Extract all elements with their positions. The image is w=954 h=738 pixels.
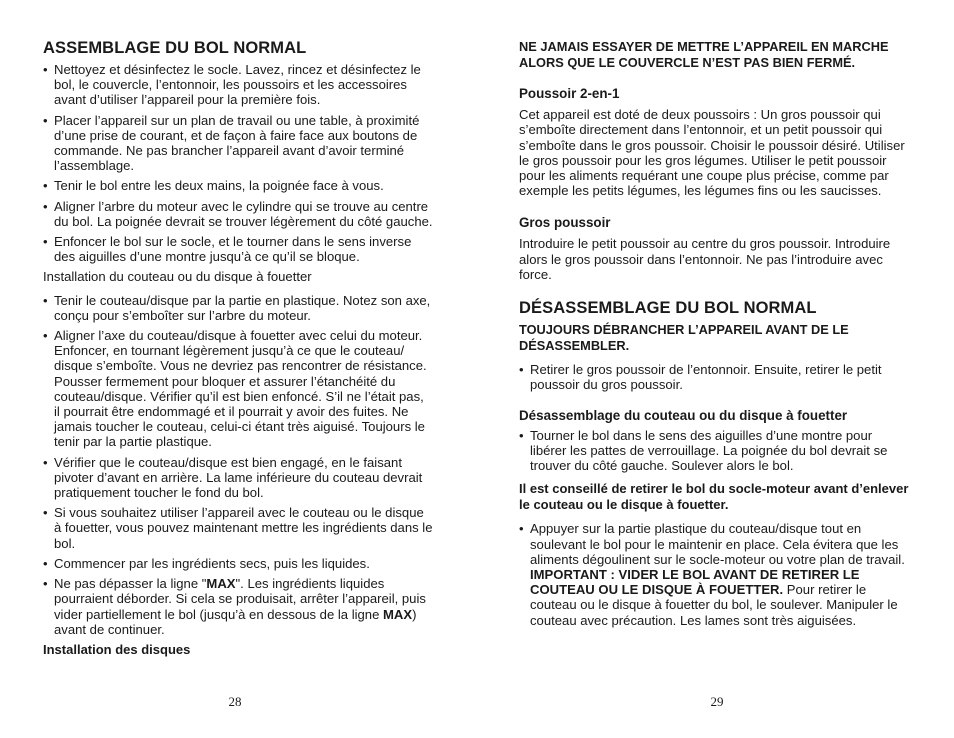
- pusher-title: Poussoir 2-en-1: [519, 86, 620, 102]
- assembly-bullets: [43, 62, 433, 264]
- list-item: • Retirer le gros poussoir de l’entonnoir. Ensuite, retirer le petit poussoir du gros poussoir.: [519, 362, 911, 392]
- blade-removal-bullets: [519, 428, 911, 474]
- left-page: [43, 0, 433, 738]
- final-bullet: [519, 521, 911, 627]
- lid-warning: NE JAMAIS ESSAYER DE METTRE L’APPAREIL EN MARCHE ALORS QUE LE COUVERCLE N’EST PAS BIEN FERMÉ.: [519, 39, 889, 70]
- blade-install-bullets: [43, 293, 433, 637]
- right-page-content: [519, 39, 911, 633]
- max-line-bullet: [43, 576, 433, 637]
- max-mid: ". Les ingrédients liquides pourraient déborder. Si cela se produisait, arrêter l’appareil, puis vider partiellement le bol (jusqu’à en dessous de la ligne: [54, 576, 426, 622]
- disassembly-title: DÉSASSEMBLAGE DU BOL NORMAL: [519, 299, 817, 318]
- list-item: • Aligner l’arbre du moteur avec le cylindre qui se trouve au centre du bol. La poignée devrait se trouver légèrement du côté gauche.: [43, 199, 433, 229]
- blade-removal-title: Désassemblage du couteau ou du disque à fouetter: [519, 407, 848, 423]
- list-item: • Tenir le couteau/disque par la partie en plastique. Notez son axe, conçu pour s’emboîter sur l’arbre du moteur.: [43, 293, 433, 323]
- final-pre: Appuyer sur la partie plastique du couteau/disque tout en soulevant le bol pour le maintenir en place. Cela évitera que les aliments dégoulinent sur le socle-moteur ou votre plan de travail.: [530, 521, 905, 567]
- right-page: [519, 0, 911, 738]
- max-post: ) avant de continuer.: [54, 606, 417, 637]
- big-pusher-text: Introduire le petit poussoir au centre du gros poussoir. Introduire alors le gros poussoir dans l’entonnoir. Ne pas l’introduire avec force.: [519, 236, 891, 282]
- list-item: • Tourner le bol dans le sens des aiguilles d’une montre pour libérer les pattes de verrouillage. La poignée du bol devrait se trouver du côté gauche. Soulever alors le bol.: [519, 428, 911, 474]
- list-item: • Aligner l’axe du couteau/disque à fouetter avec celui du moteur. Enfoncer, en tournant légèrement jusqu’à ce que le couteau/ disque s’emboîte. Vous ne devriez pas rencontrer de résistance. Pousser fermement pour bloquer et assurer l’étanchéité du couteau/disque. Vérifier qu’il est bien enfoncé. S’il ne l’était pas, il pourrait être endommagé et il pourrait y avoir des fuites. Ne jamais toucher le couteau, celui-ci étant très aiguisé. Toujours le tenir par la partie plastique.: [43, 328, 433, 450]
- page-number: 28: [228, 694, 242, 709]
- pusher-text: Cet appareil est doté de deux poussoirs : Un gros poussoir qui s’emboîte directement dans l’entonnoir, et un petit poussoir qui s’emboîte dans le gros poussoir. Choisir le poussoir désiré. Utiliser le gros poussoir pour les gros légumes. Utiliser le petit poussoir pour les aliments requérant une coupe plus précise, comme par exemple les petits légumes, les légumes fins ou les saucisses.: [519, 107, 905, 199]
- max-pre: Ne pas dépasser la ligne ": [54, 576, 207, 592]
- final-bullets: [519, 521, 911, 627]
- unplug-warning: TOUJOURS DÉBRANCHER L’APPAREIL AVANT DE LE DÉSASSEMBLER.: [519, 322, 849, 353]
- max-bold-2: MAX: [383, 606, 413, 622]
- list-item: • Commencer par les ingrédients secs, puis les liquides.: [43, 556, 433, 571]
- disc-install-subheading: Installation des disques: [43, 641, 191, 657]
- page-number: 29: [710, 694, 724, 709]
- list-item: • Nettoyez et désinfectez le socle. Lavez, rincez et désinfectez le bol, le couvercle, l’entonnoir, les poussoirs et les accessoires avant d’utiliser l’appareil pour la première fois.: [43, 62, 433, 108]
- max-bold-1: MAX: [206, 576, 236, 592]
- list-item: • Placer l’appareil sur un plan de travail ou une table, à proximité d’une prise de courant, et de façon à faire face aux boutons de commande. Ne pas brancher l’appareil avant d’avoir terminé l’assemblage.: [43, 113, 433, 174]
- removal-advice: Il est conseillé de retirer le bol du socle-moteur avant d’enlever le couteau ou le disque à fouetter.: [519, 481, 909, 512]
- list-item: • Si vous souhaitez utiliser l’appareil avec le couteau ou le disque à fouetter, vous pouvez maintenant mettre les ingrédients dans le bol.: [43, 505, 433, 551]
- list-item: • Enfoncer le bol sur le socle, et le tourner dans le sens inverse des aiguilles d’une montre jusqu’à ce qu’il se bloque.: [43, 234, 433, 264]
- left-page-content: [43, 38, 433, 658]
- list-item: • Tenir le bol entre les deux mains, la poignée face à vous.: [43, 178, 433, 193]
- disassembly-bullets: [519, 362, 911, 392]
- final-post: Pour retirer le couteau ou le disque à fouetter du bol, le soulever. Manipuler le couteau avec précaution. Les lames sont très aiguisées.: [530, 582, 898, 628]
- final-important: IMPORTANT : VIDER LE BOL AVANT DE RETIRER LE COUTEAU OU LE DISQUE À FOUETTER.: [530, 567, 860, 598]
- blade-install-subheading: Installation du couteau ou du disque à fouetter: [43, 269, 312, 285]
- big-pusher-title: Gros poussoir: [519, 215, 611, 231]
- list-item: • Vérifier que le couteau/disque est bien engagé, en le faisant pivoter d’avant en arrière. La lame inférieure du couteau devrait pratiquement toucher le fond du bol.: [43, 455, 433, 501]
- assembly-title: ASSEMBLAGE DU BOL NORMAL: [43, 39, 307, 57]
